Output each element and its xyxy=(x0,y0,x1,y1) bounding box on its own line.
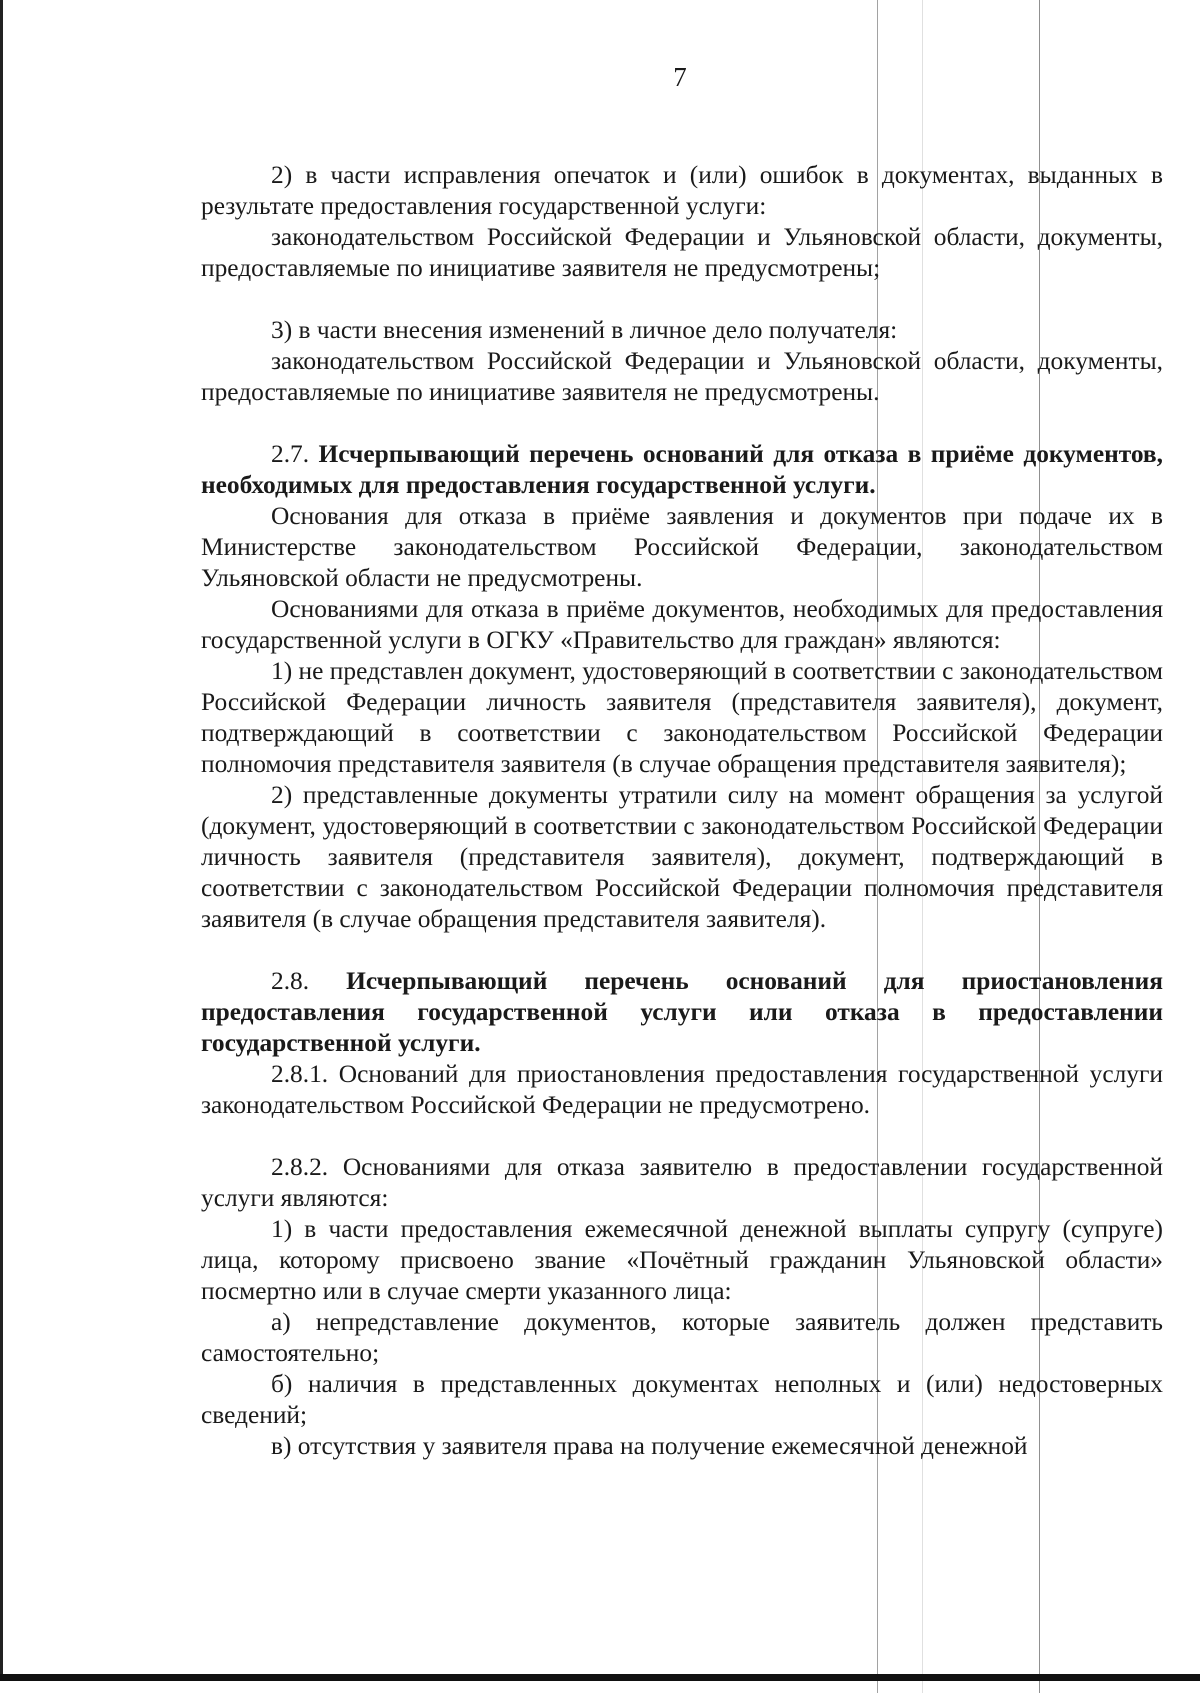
paragraph: 2.8.1. Оснований для приостановления предоставления государственной услуги законодательством Российской Федерации не предусмотрено. xyxy=(201,1060,1163,1119)
paragraph: 3) в части внесения изменений в личное дело получателя: xyxy=(271,316,898,344)
section-heading xyxy=(201,439,1163,501)
scan-edge-left xyxy=(0,0,3,1680)
section-heading xyxy=(201,966,1163,1059)
document-body xyxy=(201,160,1163,1462)
section-number: 2.7. xyxy=(271,440,310,468)
paragraph: Основания для отказа в приёме заявления и документов при подаче их в Министерстве законодательством Российской Федерации, законодательством Ульяновской области не предусмотрены. xyxy=(201,502,1163,592)
section-number: 2.8. xyxy=(271,967,310,995)
page-number: 7 xyxy=(673,62,687,92)
list-item: б) наличия в представленных документах неполных и (или) недостоверных сведений; xyxy=(201,1370,1163,1429)
paragraph: Основаниями для отказа в приёме документов, необходимых для предоставления государственной услуги в ОГКУ «Правительство для граждан» являются: xyxy=(201,595,1163,654)
scan-edge-bottom xyxy=(0,1674,1200,1681)
paragraph: законодательством Российской Федерации и Ульяновской области, документы, предоставляемые по инициативе заявителя не предусмотрены. xyxy=(201,347,1163,406)
section-title: Исчерпывающий перечень оснований для отказа в приёме документов, необходимых для предоставления государственной услуги. xyxy=(201,440,1163,499)
paragraph: 2.8.2. Основаниями для отказа заявителю в предоставлении государственной услуги являются: xyxy=(201,1153,1163,1212)
list-item: 1) не представлен документ, удостоверяющий в соответствии с законодательством Российской Федерации личность заявителя (представителя заявителя), документ, подтверждающий в соответствии с законодательством Российской Федерации полномочия представителя заявителя (в случае обращения представителя заявителя); xyxy=(201,657,1163,778)
paragraph: законодательством Российской Федерации и Ульяновской области, документы, предоставляемые по инициативе заявителя не предусмотрены; xyxy=(201,223,1163,282)
list-item: а) непредставление документов, которые заявитель должен представить самостоятельно; xyxy=(201,1308,1163,1367)
section-title: Исчерпывающий перечень оснований для приостановления предоставления государственной услуги или отказа в предоставлении государственной услуги. xyxy=(201,967,1163,1057)
paragraph: 2) в части исправления опечаток и (или) ошибок в документах, выданных в результате предоставления государственной услуги: xyxy=(201,161,1163,220)
list-item: 1) в части предоставления ежемесячной денежной выплаты супругу (супруге) лица, которому присвоено звание «Почётный гражданин Ульяновской области» посмертно или в случае смерти указанного лица: xyxy=(201,1215,1163,1305)
list-item: в) отсутствия у заявителя права на получение ежемесячной денежной xyxy=(271,1432,1028,1460)
list-item: 2) представленные документы утратили силу на момент обращения за услугой (документ, удостоверяющий в соответствии с законодательством Российской Федерации личность заявителя (представителя заявителя), документ, подтверждающий в соответствии с законодательством Российской Федерации полномочия представителя заявителя (в случае обращения представителя заявителя). xyxy=(201,781,1163,933)
